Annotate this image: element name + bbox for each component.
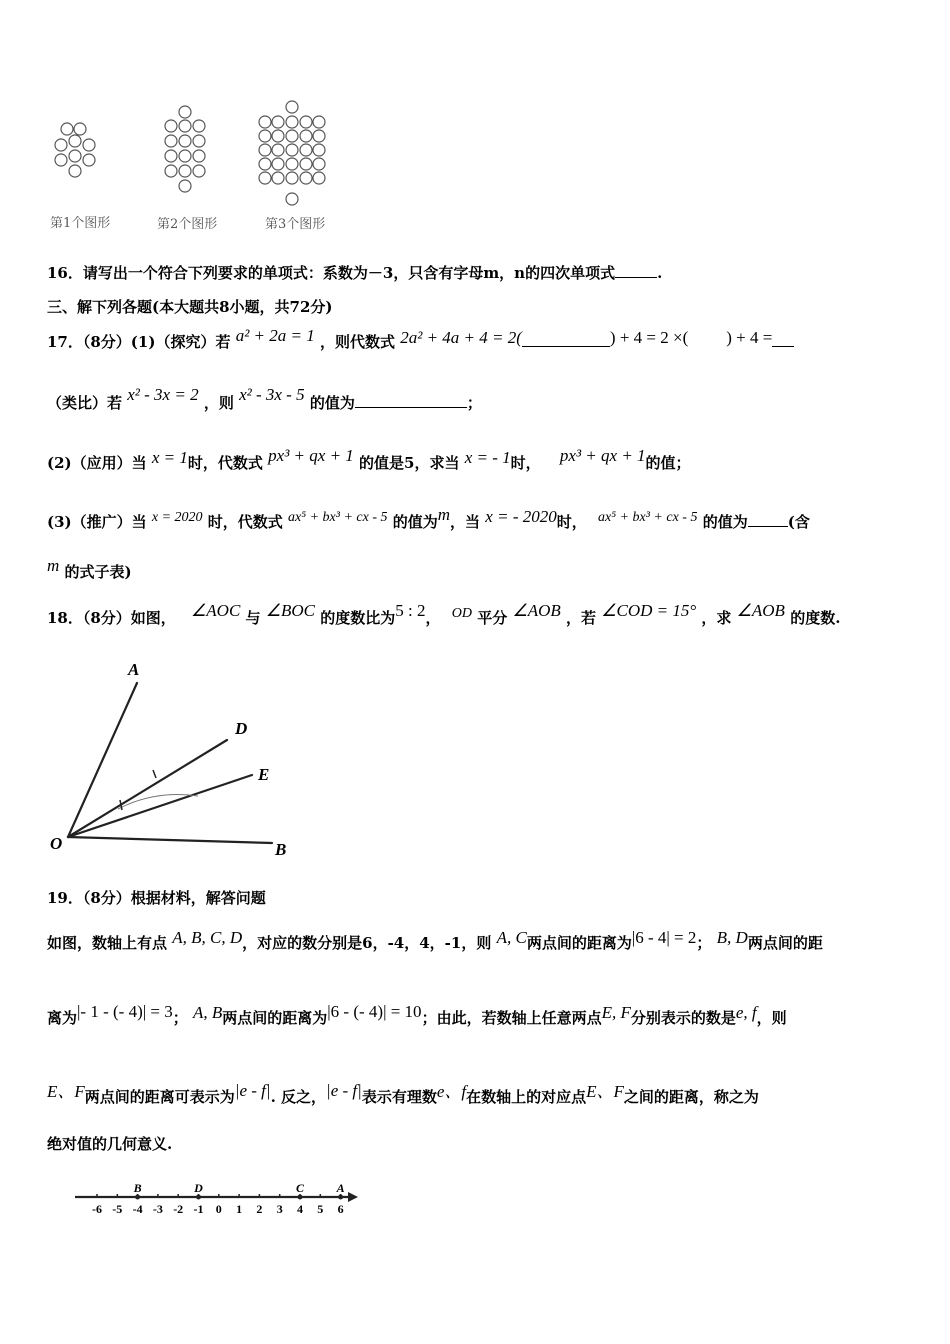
q18-text-7: 的度数. (790, 609, 841, 627)
q17-analog-text: ，则 (203, 394, 234, 412)
number-line-tick-label: -2 (173, 1202, 184, 1216)
number-line-tick-label: -6 (92, 1202, 102, 1216)
number-line-point (338, 1195, 343, 1200)
q17-gen-expression: ax⁵ + bx³ + cx - 5 (288, 510, 388, 525)
q17-blank-2[interactable] (772, 346, 794, 347)
q17-app-text-2: 的值是5，求当 (359, 454, 460, 472)
q19-l3-ef: E、F (47, 1082, 85, 1101)
q17-gen-m2: m (47, 556, 60, 575)
question-17-part1 (47, 326, 794, 352)
q17-gen-text-2: 的值为 (392, 513, 438, 531)
q19-l1-points: A, B, C, D (172, 928, 243, 947)
q17-gen-condition-2: x = - 2020 (485, 507, 557, 526)
q18-text-3: ， (425, 609, 441, 627)
q17-gen-text-5: 的值为 (702, 513, 748, 531)
question-19-line-2 (47, 1002, 787, 1028)
ray-oa (68, 683, 137, 837)
q17-text: ，则代数式 (319, 333, 395, 351)
q19-l3c: 表示有理数 (361, 1088, 437, 1106)
q19-l3-abs-2: |e - f| (326, 1081, 362, 1100)
q18-text-1: 与 (245, 609, 261, 627)
question-19-line-4: 绝对值的几何意义. (47, 1135, 173, 1153)
ray-ob (68, 837, 272, 843)
number-line-tick-label: -4 (132, 1202, 143, 1216)
ray-od (68, 740, 227, 837)
q18-text-5: ，若 (566, 609, 597, 627)
label-a: A (128, 660, 140, 679)
q17-number: 17．（8分）(1)（探究）若 (47, 333, 231, 351)
q17-gen-expression-2: ax⁵ + bx³ + cx - 5 (597, 510, 698, 525)
q19-l3e: 之间的距离，称之为 (623, 1088, 759, 1106)
label-b: B (275, 840, 287, 859)
q17-condition: a² + 2a = 1 (235, 326, 315, 345)
q19-l3d: 在数轴上的对应点 (466, 1088, 587, 1106)
number-line-tick-label: 1 (236, 1202, 243, 1216)
q17-gen-m: m (437, 505, 451, 524)
q17-gen-text-4: 时， (556, 513, 587, 531)
q17-app-text-3: 时， (510, 454, 541, 472)
number-line-point-label: B (133, 1181, 142, 1195)
number-line-point (196, 1195, 201, 1200)
angle-mark-2 (153, 770, 156, 778)
q16-text: 16．请写出一个符合下列要求的单项式：系数为－3，只含有字母m，n的四次单项式 (47, 264, 616, 282)
q16-answer-blank[interactable] (615, 277, 657, 278)
q17-gen-text-3: ，当 (450, 513, 481, 531)
circle-pattern-figures (45, 95, 345, 215)
question-16 (47, 262, 662, 283)
number-line-point (298, 1195, 303, 1200)
q18-text-2: 的度数比为 (320, 609, 396, 627)
number-line-tick-label: 6 (337, 1202, 344, 1216)
q18-number: 18．（8分）如图， (47, 609, 176, 627)
question-19-line-1 (47, 928, 823, 953)
section-3-title: 三、解下列各题(本大题共8小题，共72分) (47, 298, 333, 316)
question-19-line-3 (47, 1082, 759, 1107)
q19-l3a: 两点间的距离可表示为 (84, 1088, 235, 1106)
q18-angle-aob: ∠AOB (512, 601, 561, 620)
number-line (70, 1178, 370, 1223)
figure-caption-3: 第3个图形 (265, 217, 326, 232)
q17-analog-label: （类比）若 (47, 394, 123, 412)
q19-l1-bd: B, D (716, 928, 748, 947)
question-17-generalize (47, 505, 810, 532)
q19-l1a: 如图，数轴上有点 (47, 934, 168, 952)
number-line-tick-label: 2 (256, 1202, 263, 1216)
q17-app-expression: px³ + qx + 1 (268, 446, 354, 465)
q19-l3-abs: |e - f| (234, 1081, 271, 1100)
q17-gen-label: (3)（推广）当 (47, 513, 147, 531)
q17-gen-condition: x = 2020 (151, 510, 203, 525)
number-line-tick-label: -5 (112, 1202, 123, 1216)
number-line-tick-label: 3 (276, 1202, 283, 1216)
q19-l2f: ，则 (756, 1009, 787, 1027)
q17-analog-semicolon: ； (466, 394, 482, 412)
label-e: E (258, 765, 270, 784)
q16-end: . (657, 264, 663, 282)
q19-l2-vars: e, f (735, 1003, 757, 1022)
label-d: D (235, 719, 248, 738)
q17-expression: 2a² + 4a + 4 = 2( (400, 328, 522, 347)
q19-l3b: . 反之， (270, 1088, 327, 1106)
number-line-point-label: D (194, 1181, 203, 1195)
q17-blank-1[interactable] (522, 346, 610, 347)
q18-angle-aob-2: ∠AOB (736, 601, 785, 620)
q19-l1d: ； (696, 934, 712, 952)
q17-mid: ) + 4 = 2 ×( (609, 328, 689, 347)
q19-l2d: ；由此，若数轴上任意两点 (421, 1009, 602, 1027)
q19-l2c: 两点间的距离为 (222, 1009, 328, 1027)
q17-app-expression-2: px³ + qx + 1 (559, 446, 646, 465)
q17-analog-expression: x² - 3x - 5 (239, 385, 305, 404)
q19-l1-ac: A, C (496, 928, 527, 947)
q19-l1e: 两点间的距 (747, 934, 823, 952)
q19-l2-dist-2: |6 - (- 4)| = 10 (327, 1002, 422, 1021)
q17-app-label: (2)（应用）当 (47, 454, 147, 472)
q18-ratio: 5 : 2 (395, 601, 426, 620)
q17-analog-blank[interactable] (355, 407, 467, 408)
angle-mark-1 (120, 800, 122, 810)
q19-l2e: 分别表示的数是 (630, 1009, 736, 1027)
angle-diagram (40, 650, 320, 865)
question-18 (47, 601, 841, 628)
figure-caption-1: 第1个图形 (50, 216, 111, 231)
number-line-tick-label: 5 (317, 1202, 324, 1216)
number-line-point-label: C (295, 1181, 305, 1195)
q19-l1c: 两点间的距离为 (526, 934, 632, 952)
question-17-application (47, 446, 691, 473)
question-17-generalize-cont (47, 556, 132, 582)
q17-app-text-1: 时，代数式 (187, 454, 263, 472)
q19-l3-vars: e、f (436, 1082, 467, 1101)
q17-app-condition: x = 1 (151, 448, 188, 467)
q19-l3-ef-2: E、F (586, 1082, 624, 1101)
q18-text-4: 平分 (477, 609, 508, 627)
q17-gen-text-1: 时，代数式 (207, 513, 283, 531)
number-line-point (135, 1195, 140, 1200)
q18-condition: ∠COD = 15° (601, 601, 697, 620)
q17-gen-text-7: 的式子表) (64, 563, 132, 581)
q19-l2-ef: E, F (601, 1003, 631, 1022)
q19-l2b: ； (172, 1009, 188, 1027)
figure-caption-2: 第2个图形 (157, 217, 218, 232)
q19-l2a: 离为 (47, 1009, 78, 1027)
q18-angle-aoc: ∠AOC (191, 601, 241, 620)
q17-gen-blank[interactable] (748, 526, 788, 527)
ray-oe (68, 775, 252, 837)
number-line-tick-label: 0 (215, 1202, 222, 1216)
q19-l1b: ，对应的数分别是6，-4，4，-1，则 (242, 934, 492, 952)
question-17-analog (47, 385, 482, 413)
q17-app-text-4: 的值； (645, 454, 691, 472)
q17-end: ) + 4 = (726, 328, 773, 347)
q17-analog-end: 的值为 (309, 394, 355, 412)
number-line-tick-label: -1 (193, 1202, 204, 1216)
q19-l2-dist-1: |- 1 - (- 4)| = 3 (77, 1002, 173, 1021)
number-line-point-label: A (336, 1181, 345, 1195)
q17-analog-condition: x² - 3x = 2 (127, 385, 199, 404)
q17-gen-text-6: (含 (787, 513, 810, 531)
q18-od: OD (451, 606, 472, 621)
q17-app-condition-2: x = - 1 (464, 448, 511, 467)
number-line-tick-label: -3 (152, 1202, 163, 1216)
number-line-tick-label: 4 (297, 1202, 303, 1216)
number-line-arrow (348, 1192, 358, 1202)
q19-l1-dist-1: |6 - 4| = 2 (631, 928, 697, 947)
q18-angle-boc: ∠BOC (265, 601, 316, 620)
question-19-title: 19．（8分）根据材料，解答问题 (47, 889, 266, 907)
q18-text-6: ，求 (701, 609, 732, 627)
q19-l2-ab: A, B (192, 1003, 223, 1022)
label-o: O (50, 834, 63, 853)
